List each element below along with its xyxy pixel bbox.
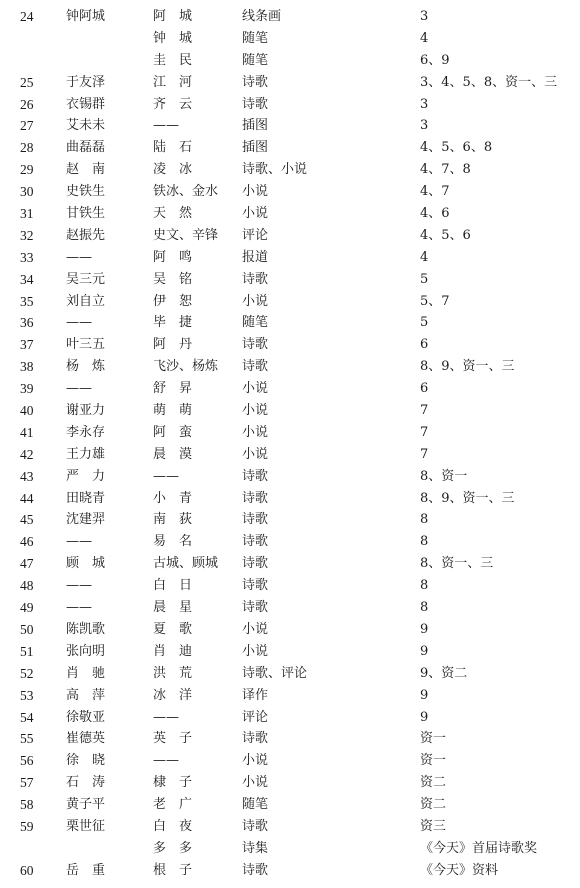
genre-cell: 小说 — [242, 621, 269, 637]
row-number-cell: 39 — [20, 381, 34, 397]
table-row — [0, 159, 580, 181]
table-row — [0, 269, 580, 291]
issues-cell: 3 — [420, 9, 429, 24]
row-number-cell: 32 — [20, 227, 34, 243]
real-name-cell: 王力雄 — [66, 446, 106, 462]
genre-cell: 诗歌 — [242, 818, 269, 834]
table-row — [0, 203, 580, 225]
genre-cell: 诗歌、小说 — [242, 162, 308, 178]
table-row — [0, 291, 580, 313]
issues-cell: 7 — [420, 446, 429, 462]
real-name-cell: 肖 驰 — [66, 665, 106, 681]
pen-name-cell: 齐 云 — [153, 96, 193, 112]
row-number-cell: 52 — [20, 665, 34, 681]
real-name-cell: —— — [66, 381, 92, 397]
table-row — [0, 72, 580, 94]
genre-cell: 随笔 — [242, 30, 269, 46]
issues-cell: 3 — [420, 118, 429, 134]
table-row — [0, 422, 580, 444]
issues-cell: 4、6 — [420, 206, 450, 222]
genre-cell: 小说 — [242, 381, 269, 397]
real-name-cell: 于友泽 — [66, 74, 106, 90]
row-number-cell: 55 — [20, 731, 34, 747]
real-name-cell: 赵 南 — [66, 162, 106, 178]
genre-cell: 插图 — [242, 118, 269, 134]
genre-cell: 诗歌 — [242, 512, 269, 528]
real-name-cell: 顾 城 — [66, 556, 106, 572]
issues-cell: 6 — [420, 337, 429, 353]
row-number-cell: 37 — [20, 337, 34, 353]
pen-name-cell: 毕 捷 — [153, 315, 193, 331]
pen-name-cell: 肖 迪 — [153, 643, 193, 659]
row-number-cell: 29 — [20, 162, 34, 178]
issues-cell: 8 — [420, 578, 429, 594]
genre-cell: 小说 — [242, 446, 269, 462]
issues-cell: 4 — [420, 30, 429, 46]
pen-name-cell: 晨 漠 — [153, 446, 193, 462]
genre-cell: 诗歌 — [242, 468, 269, 484]
row-number-cell: 46 — [20, 534, 34, 550]
pen-name-cell: 舒 昇 — [153, 381, 193, 397]
pen-name-cell: 天 然 — [153, 206, 193, 222]
table-row — [0, 225, 580, 247]
pen-name-cell: 陆 石 — [153, 140, 193, 156]
genre-cell: 小说 — [242, 403, 269, 419]
pen-name-cell: 铁冰、金水 — [153, 184, 219, 200]
table-row — [0, 137, 580, 159]
genre-cell: 小说 — [242, 184, 269, 200]
row-number-cell: 47 — [20, 556, 34, 572]
real-name-cell: 徐 晓 — [66, 753, 106, 769]
genre-cell: 小说 — [242, 753, 269, 769]
table-row — [0, 707, 580, 729]
issues-cell: 资一 — [420, 731, 447, 747]
row-number-cell: 41 — [20, 424, 34, 440]
genre-cell: 诗歌 — [242, 359, 269, 375]
real-name-cell: 杨 炼 — [66, 359, 106, 375]
issues-cell: 8、资一、三 — [420, 556, 494, 572]
pen-name-cell: 夏 歌 — [153, 621, 193, 637]
row-number-cell: 59 — [20, 818, 34, 834]
pen-name-cell: 白 夜 — [153, 818, 193, 834]
real-name-cell: —— — [66, 534, 92, 550]
contributors-table — [0, 6, 580, 882]
real-name-cell: 崔德英 — [66, 731, 106, 747]
real-name-cell: 甘铁生 — [66, 206, 106, 222]
genre-cell: 小说 — [242, 424, 269, 440]
genre-cell: 诗歌 — [242, 96, 269, 112]
real-name-cell: 赵振先 — [66, 227, 106, 243]
genre-cell: 诗歌 — [242, 862, 269, 878]
real-name-cell: —— — [66, 578, 92, 594]
real-name-cell: 黄子平 — [66, 797, 106, 813]
real-name-cell: 钟阿城 — [66, 9, 106, 24]
genre-cell: 诗歌 — [242, 490, 269, 506]
real-name-cell: 沈建羿 — [66, 512, 106, 528]
row-number-cell: 24 — [20, 9, 34, 24]
issues-cell: 3 — [420, 96, 429, 112]
pen-name-cell: 英 子 — [153, 731, 193, 747]
pen-name-cell: 老 广 — [153, 797, 193, 813]
real-name-cell: 陈凯歌 — [66, 621, 106, 637]
pen-name-cell: 圭 民 — [153, 52, 193, 68]
row-number-cell: 42 — [20, 446, 34, 462]
table-row — [0, 488, 580, 510]
real-name-cell: 衣锡群 — [66, 96, 106, 112]
row-number-cell: 26 — [20, 96, 34, 112]
genre-cell: 随笔 — [242, 797, 269, 813]
table-row — [0, 816, 580, 838]
genre-cell: 线条画 — [242, 9, 282, 24]
real-name-cell: 栗世征 — [66, 818, 106, 834]
row-number-cell: 35 — [20, 293, 34, 309]
table-row — [0, 641, 580, 663]
pen-name-cell: 吴 铭 — [153, 271, 193, 287]
pen-name-cell: 多 多 — [153, 840, 193, 856]
table-row — [0, 28, 580, 50]
table-row — [0, 400, 580, 422]
row-number-cell: 54 — [20, 709, 34, 725]
issues-cell: 5 — [420, 271, 429, 287]
row-number-cell: 27 — [20, 118, 34, 134]
issues-cell: 资一 — [420, 753, 447, 769]
pen-name-cell: 阿 城 — [153, 9, 193, 24]
row-number-cell: 34 — [20, 271, 34, 287]
row-number-cell: 31 — [20, 206, 34, 222]
pen-name-cell: 飞沙、杨炼 — [153, 359, 219, 375]
row-number-cell: 33 — [20, 249, 34, 265]
row-number-cell: 30 — [20, 184, 34, 200]
genre-cell: 诗歌 — [242, 74, 269, 90]
table-row — [0, 181, 580, 203]
issues-cell: 7 — [420, 424, 429, 440]
genre-cell: 译作 — [242, 687, 269, 703]
issues-cell: 8 — [420, 534, 429, 550]
row-number-cell: 57 — [20, 775, 34, 791]
genre-cell: 小说 — [242, 643, 269, 659]
real-name-cell: 严 力 — [66, 468, 106, 484]
issues-cell: 4、7、8 — [420, 162, 471, 178]
issues-cell: 9 — [420, 687, 429, 703]
issues-cell: 8 — [420, 512, 429, 528]
row-number-cell: 60 — [20, 862, 34, 878]
issues-cell: 3、4、5、8、资一、三 — [420, 74, 558, 90]
issues-cell: 9 — [420, 643, 429, 659]
pen-name-cell: 江 河 — [153, 74, 193, 90]
pen-name-cell: 钟 城 — [153, 30, 193, 46]
genre-cell: 随笔 — [242, 315, 269, 331]
row-number-cell: 28 — [20, 140, 34, 156]
issues-cell: 资二 — [420, 797, 447, 813]
genre-cell: 诗集 — [242, 840, 269, 856]
pen-name-cell: —— — [153, 709, 179, 725]
table-row — [0, 685, 580, 707]
real-name-cell: 岳 重 — [66, 862, 106, 878]
issues-cell: 4、7 — [420, 184, 450, 200]
pen-name-cell: 洪 荒 — [153, 665, 193, 681]
table-row — [0, 553, 580, 575]
table-row — [0, 312, 580, 334]
genre-cell: 诗歌 — [242, 731, 269, 747]
genre-cell: 小说 — [242, 775, 269, 791]
table-row — [0, 728, 580, 750]
issues-cell: 资三 — [420, 818, 447, 834]
real-name-cell: 刘自立 — [66, 293, 106, 309]
table-row — [0, 575, 580, 597]
real-name-cell: 石 涛 — [66, 775, 106, 791]
genre-cell: 诗歌 — [242, 578, 269, 594]
row-number-cell: 38 — [20, 359, 34, 375]
pen-name-cell: 冰 洋 — [153, 687, 193, 703]
real-name-cell: 吴三元 — [66, 271, 106, 287]
table-row — [0, 356, 580, 378]
table-row — [0, 115, 580, 137]
genre-cell: 评论 — [242, 227, 269, 243]
pen-name-cell: 白 日 — [153, 578, 193, 594]
row-number-cell: 40 — [20, 403, 34, 419]
genre-cell: 报道 — [242, 249, 269, 265]
row-number-cell: 44 — [20, 490, 34, 506]
pen-name-cell: 阿 鸣 — [153, 249, 193, 265]
row-number-cell: 53 — [20, 687, 34, 703]
pen-name-cell: 南 荻 — [153, 512, 193, 528]
table-row — [0, 663, 580, 685]
row-number-cell: 48 — [20, 578, 34, 594]
pen-name-cell: 根 子 — [153, 862, 193, 878]
table-row — [0, 531, 580, 553]
table-row — [0, 860, 580, 882]
genre-cell: 诗歌 — [242, 271, 269, 287]
row-number-cell: 45 — [20, 512, 34, 528]
issues-cell: 《今天》资料 — [420, 862, 499, 878]
genre-cell: 诗歌 — [242, 556, 269, 572]
genre-cell: 随笔 — [242, 52, 269, 68]
issues-cell: 6 — [420, 381, 429, 397]
row-number-cell: 58 — [20, 797, 34, 813]
pen-name-cell: 小 青 — [153, 490, 193, 506]
real-name-cell: 徐敬亚 — [66, 709, 106, 725]
issues-cell: 6、9 — [420, 52, 450, 68]
issues-cell: 资二 — [420, 775, 447, 791]
issues-cell: 5 — [420, 315, 429, 331]
table-row — [0, 334, 580, 356]
table-row — [0, 247, 580, 269]
table-row — [0, 94, 580, 116]
genre-cell: 插图 — [242, 140, 269, 156]
table-row — [0, 444, 580, 466]
pen-name-cell: 棣 子 — [153, 775, 193, 791]
table-row — [0, 597, 580, 619]
row-number-cell: 25 — [20, 74, 34, 90]
issues-cell: 4、5、6、8 — [420, 140, 493, 156]
real-name-cell: 李永存 — [66, 424, 106, 440]
real-name-cell: —— — [66, 315, 92, 331]
genre-cell: 诗歌 — [242, 337, 269, 353]
row-number-cell: 50 — [20, 621, 34, 637]
issues-cell: 4、5、6 — [420, 227, 471, 243]
pen-name-cell: —— — [153, 468, 179, 484]
issues-cell: 8 — [420, 600, 429, 616]
issues-cell: 《今天》首届诗歌奖 — [420, 840, 538, 856]
issues-cell: 9 — [420, 621, 429, 637]
pen-name-cell: 阿 丹 — [153, 337, 193, 353]
table-row — [0, 794, 580, 816]
genre-cell: 小说 — [242, 206, 269, 222]
table-row — [0, 772, 580, 794]
real-name-cell: 叶三五 — [66, 337, 106, 353]
real-name-cell: 田晓青 — [66, 490, 106, 506]
table-row — [0, 6, 580, 28]
real-name-cell: 谢亚力 — [66, 403, 106, 419]
real-name-cell: 史铁生 — [66, 184, 106, 200]
genre-cell: 诗歌 — [242, 534, 269, 550]
pen-name-cell: 伊 恕 — [153, 293, 193, 309]
genre-cell: 小说 — [242, 293, 269, 309]
issues-cell: 7 — [420, 403, 429, 419]
real-name-cell: —— — [66, 249, 92, 265]
genre-cell: 评论 — [242, 709, 269, 725]
pen-name-cell: 凌 冰 — [153, 162, 193, 178]
pen-name-cell: 古城、顾城 — [153, 556, 219, 572]
pen-name-cell: 史文、辛锋 — [153, 227, 219, 243]
issues-cell: 8、9、资一、三 — [420, 359, 515, 375]
genre-cell: 诗歌、评论 — [242, 665, 308, 681]
real-name-cell: 高 萍 — [66, 687, 106, 703]
real-name-cell: 曲磊磊 — [66, 140, 106, 156]
issues-cell: 5、7 — [420, 293, 450, 309]
table-row — [0, 750, 580, 772]
issues-cell: 9 — [420, 709, 429, 725]
pen-name-cell: —— — [153, 118, 179, 134]
row-number-cell: 56 — [20, 753, 34, 769]
table-row — [0, 509, 580, 531]
pen-name-cell: 晨 星 — [153, 600, 193, 616]
row-number-cell: 49 — [20, 600, 34, 616]
row-number-cell: 36 — [20, 315, 34, 331]
issues-cell: 4 — [420, 249, 429, 265]
pen-name-cell: 阿 蛮 — [153, 424, 193, 440]
genre-cell: 诗歌 — [242, 600, 269, 616]
issues-cell: 8、资一 — [420, 468, 468, 484]
table-row — [0, 50, 580, 72]
pen-name-cell: —— — [153, 753, 179, 769]
table-row — [0, 378, 580, 400]
table-row — [0, 838, 580, 860]
table-row — [0, 619, 580, 641]
pen-name-cell: 易 名 — [153, 534, 193, 550]
pen-name-cell: 萌 萌 — [153, 403, 193, 419]
real-name-cell: 艾未未 — [66, 118, 106, 134]
row-number-cell: 51 — [20, 643, 34, 659]
issues-cell: 8、9、资一、三 — [420, 490, 515, 506]
table-row — [0, 466, 580, 488]
row-number-cell: 43 — [20, 468, 34, 484]
real-name-cell: —— — [66, 600, 92, 616]
real-name-cell: 张向明 — [66, 643, 106, 659]
issues-cell: 9、资二 — [420, 665, 468, 681]
